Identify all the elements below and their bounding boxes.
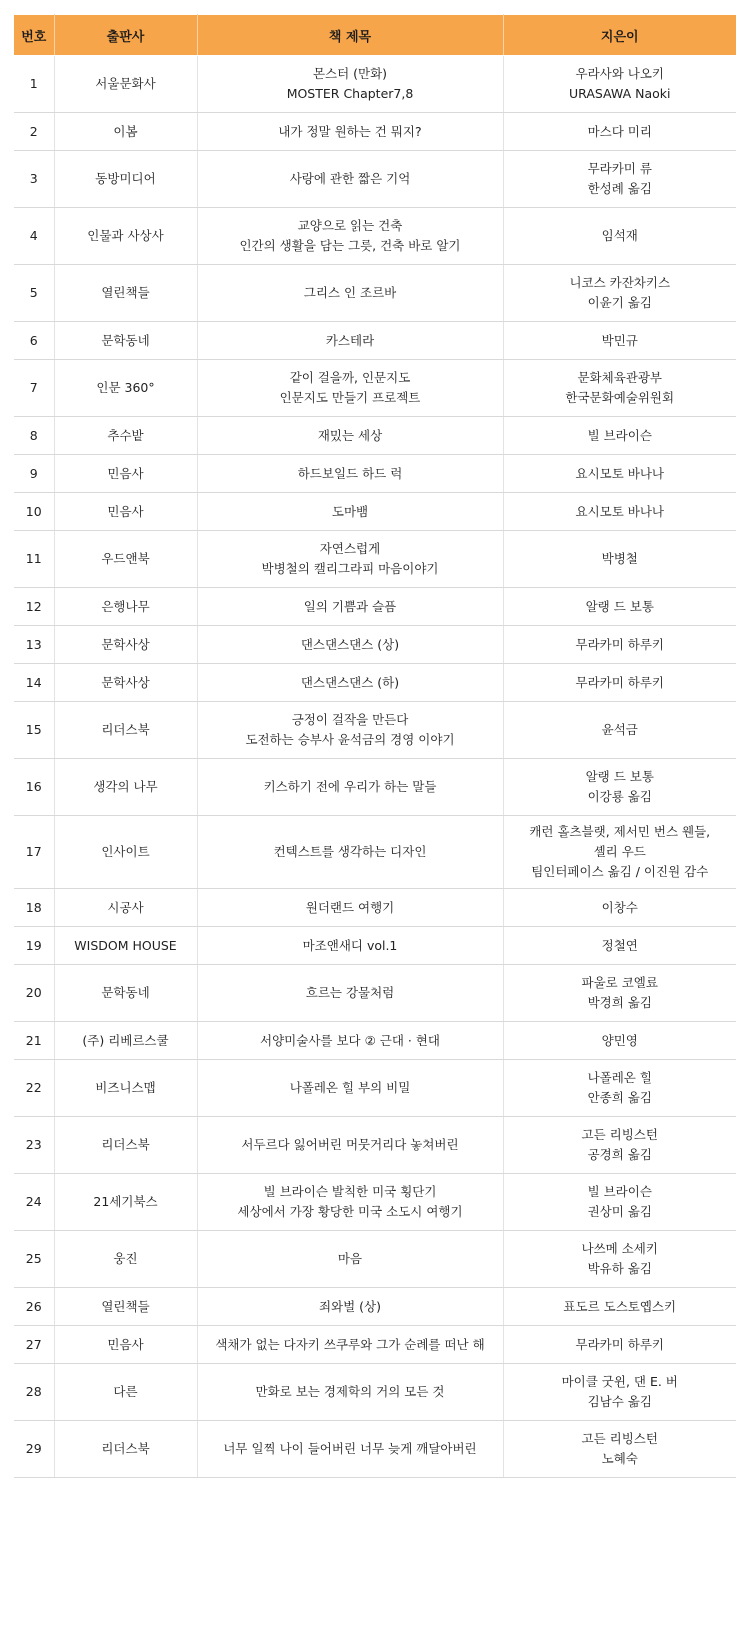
table-row — [14, 1022, 736, 1060]
cell-title — [197, 531, 503, 588]
author-line: 안종희 옮김 — [587, 1090, 652, 1105]
cell-no: 9 — [14, 455, 54, 493]
cell-publisher: 이봄 — [54, 113, 197, 151]
cell-no: 20 — [14, 965, 54, 1022]
cell-publisher: 추수밭 — [54, 417, 197, 455]
cell-title — [197, 759, 503, 816]
author-line: 무라카미 류 — [587, 161, 652, 176]
cell-no: 29 — [14, 1421, 54, 1478]
title-line: 긍정이 걸작을 만든다 — [291, 712, 409, 727]
cell-title — [197, 113, 503, 151]
cell-author — [503, 265, 736, 322]
cell-publisher: WISDOM HOUSE — [54, 927, 197, 965]
author-line: 한성례 옮김 — [587, 181, 652, 196]
cell-title — [197, 1060, 503, 1117]
cell-title — [197, 151, 503, 208]
author-line: 우라사와 나오키 — [575, 66, 664, 81]
cell-no: 16 — [14, 759, 54, 816]
author-line: 권상미 옮김 — [587, 1204, 652, 1219]
cell-author — [503, 360, 736, 417]
cell-title — [197, 417, 503, 455]
cell-author — [503, 1022, 736, 1060]
author-line: 빌 브라이슨 — [587, 1184, 652, 1199]
cell-no: 3 — [14, 151, 54, 208]
cell-author — [503, 208, 736, 265]
cell-author — [503, 626, 736, 664]
title-line: 너무 일찍 나이 들어버린 너무 늦게 깨달아버린 — [223, 1441, 477, 1456]
title-line: 인간의 생활을 담는 그릇, 건축 바로 알기 — [239, 238, 461, 253]
author-line: 요시모토 바나나 — [575, 503, 664, 519]
cell-no: 1 — [14, 56, 54, 113]
cell-publisher: 생각의 나무 — [54, 759, 197, 816]
cell-publisher: 인물과 사상사 — [54, 208, 197, 265]
author-line: 셸리 우드 — [593, 844, 646, 859]
header-no: 번호 — [14, 15, 54, 56]
cell-no: 10 — [14, 493, 54, 531]
table-row — [14, 1060, 736, 1117]
table-row — [14, 151, 736, 208]
author-line: 고든 리빙스턴 — [581, 1431, 658, 1446]
cell-publisher: 은행나무 — [54, 588, 197, 626]
header-author: 지은이 — [503, 15, 736, 56]
author-line: 박유하 옮김 — [587, 1261, 652, 1276]
author-line: 김남수 옮김 — [587, 1394, 652, 1409]
title-line: 마음 — [337, 1251, 363, 1266]
cell-title — [197, 493, 503, 531]
title-line: 사랑에 관한 짧은 기억 — [289, 171, 411, 186]
cell-no: 19 — [14, 927, 54, 965]
cell-title — [197, 927, 503, 965]
cell-title — [197, 1174, 503, 1231]
table-row — [14, 927, 736, 965]
book-table — [14, 14, 736, 1478]
cell-title — [197, 455, 503, 493]
cell-no: 18 — [14, 889, 54, 927]
author-line: URASAWA Naoki — [569, 86, 671, 101]
cell-title — [197, 56, 503, 113]
table-row — [14, 265, 736, 322]
title-line: 하드보일드 하드 럭 — [297, 465, 403, 481]
cell-publisher: 인문 360° — [54, 360, 197, 417]
cell-no: 14 — [14, 664, 54, 702]
cell-no: 22 — [14, 1060, 54, 1117]
author-line: 박민규 — [601, 332, 638, 348]
cell-title — [197, 816, 503, 889]
author-line: 캐런 홀츠블랫, 제서민 번스 웬들, — [529, 824, 711, 839]
title-line: 서두르다 잃어버린 머뭇거리다 놓쳐버린 — [241, 1137, 459, 1152]
title-line: 마조앤새디 vol.1 — [302, 937, 398, 953]
title-line: 댄스댄스댄스 (하) — [300, 674, 400, 690]
cell-no: 24 — [14, 1174, 54, 1231]
cell-no: 28 — [14, 1364, 54, 1421]
cell-no: 13 — [14, 626, 54, 664]
cell-publisher: 문학동네 — [54, 965, 197, 1022]
cell-title — [197, 1231, 503, 1288]
author-line: 파울로 코엘료 — [581, 975, 658, 990]
cell-author — [503, 113, 736, 151]
author-line: 빌 브라이슨 — [587, 427, 652, 443]
table-row — [14, 1288, 736, 1326]
cell-publisher: 동방미디어 — [54, 151, 197, 208]
title-line: 도전하는 승부사 윤석금의 경영 이야기 — [245, 732, 455, 747]
table-row — [14, 208, 736, 265]
cell-no: 12 — [14, 588, 54, 626]
author-line: 요시모토 바나나 — [575, 465, 664, 481]
title-line: 도마뱀 — [331, 503, 369, 519]
table-row — [14, 1117, 736, 1174]
table-row — [14, 322, 736, 360]
cell-publisher: 인사이트 — [54, 816, 197, 889]
cell-no: 26 — [14, 1288, 54, 1326]
table-row — [14, 626, 736, 664]
cell-publisher: 시공사 — [54, 889, 197, 927]
cell-no: 4 — [14, 208, 54, 265]
table-row — [14, 816, 736, 889]
cell-publisher: (주) 리베르스쿨 — [54, 1022, 197, 1060]
cell-author — [503, 417, 736, 455]
cell-author — [503, 759, 736, 816]
author-line: 이강룡 옮김 — [587, 789, 652, 804]
title-line: MOSTER Chapter7,8 — [286, 86, 414, 101]
table-row — [14, 1326, 736, 1364]
table-row — [14, 702, 736, 759]
cell-title — [197, 1364, 503, 1421]
cell-author — [503, 588, 736, 626]
cell-title — [197, 1326, 503, 1364]
title-line: 키스하기 전에 우리가 하는 말들 — [263, 779, 437, 794]
author-line: 표도르 도스토옙스키 — [563, 1298, 677, 1314]
cell-publisher: 리더스북 — [54, 1421, 197, 1478]
cell-author — [503, 702, 736, 759]
cell-no: 17 — [14, 816, 54, 889]
table-row — [14, 889, 736, 927]
title-line: 카스테라 — [325, 332, 375, 348]
cell-author — [503, 1231, 736, 1288]
table-row — [14, 965, 736, 1022]
cell-author — [503, 1421, 736, 1478]
author-line: 나폴레온 힐 — [587, 1070, 652, 1085]
cell-publisher: 민음사 — [54, 1326, 197, 1364]
cell-title — [197, 1117, 503, 1174]
cell-author — [503, 56, 736, 113]
cell-publisher: 우드앤북 — [54, 531, 197, 588]
cell-author — [503, 455, 736, 493]
cell-author — [503, 1174, 736, 1231]
table-row — [14, 664, 736, 702]
cell-publisher: 비즈니스맵 — [54, 1060, 197, 1117]
cell-author — [503, 493, 736, 531]
title-line: 몬스터 (만화) — [312, 66, 388, 81]
author-line: 나쓰메 소세키 — [581, 1241, 658, 1256]
cell-publisher: 문학사상 — [54, 664, 197, 702]
cell-publisher: 열린책들 — [54, 265, 197, 322]
title-line: 인문지도 만들기 프로젝트 — [279, 390, 421, 405]
title-line: 죄와벌 (상) — [318, 1298, 382, 1314]
cell-no: 2 — [14, 113, 54, 151]
table-row — [14, 759, 736, 816]
title-line: 일의 기쁨과 슬픔 — [303, 598, 397, 614]
title-line: 만화로 보는 경제학의 거의 모든 것 — [255, 1384, 445, 1399]
author-line: 무라카미 하루키 — [575, 1336, 664, 1352]
table-row — [14, 1174, 736, 1231]
cell-title — [197, 1288, 503, 1326]
cell-publisher: 다른 — [54, 1364, 197, 1421]
cell-publisher: 리더스북 — [54, 1117, 197, 1174]
author-line: 공경희 옮김 — [587, 1147, 652, 1162]
title-line: 그리스 인 조르바 — [303, 285, 397, 300]
cell-publisher: 열린책들 — [54, 1288, 197, 1326]
table-row — [14, 113, 736, 151]
cell-author — [503, 531, 736, 588]
header-row — [14, 15, 736, 56]
cell-publisher: 리더스북 — [54, 702, 197, 759]
cell-title — [197, 664, 503, 702]
header-publisher: 출판사 — [54, 15, 197, 56]
cell-title — [197, 889, 503, 927]
cell-title — [197, 265, 503, 322]
author-line: 정철연 — [601, 937, 638, 953]
title-line: 자연스럽게 — [319, 541, 381, 556]
author-line: 고든 리빙스턴 — [581, 1127, 658, 1142]
cell-author — [503, 664, 736, 702]
author-line: 임석재 — [601, 228, 638, 243]
title-line: 댄스댄스댄스 (상) — [300, 636, 400, 652]
cell-title — [197, 626, 503, 664]
cell-no: 5 — [14, 265, 54, 322]
author-line: 윤석금 — [601, 722, 638, 737]
cell-publisher: 민음사 — [54, 493, 197, 531]
author-line: 무라카미 하루키 — [575, 636, 664, 652]
title-line: 재밌는 세상 — [317, 427, 383, 443]
author-line: 이윤기 옮김 — [587, 295, 652, 310]
table-row — [14, 1421, 736, 1478]
cell-publisher: 웅진 — [54, 1231, 197, 1288]
title-line: 색채가 없는 다자키 쓰쿠루와 그가 순례를 떠난 해 — [215, 1336, 485, 1352]
table-body — [14, 56, 736, 1478]
cell-publisher: 문학동네 — [54, 322, 197, 360]
cell-no: 7 — [14, 360, 54, 417]
cell-no: 15 — [14, 702, 54, 759]
cell-author — [503, 1117, 736, 1174]
cell-author — [503, 1326, 736, 1364]
header-title: 책 제목 — [197, 15, 503, 56]
author-line: 박병철 — [601, 551, 638, 566]
title-line: 원더랜드 여행기 — [305, 899, 395, 915]
author-line: 박경희 옮김 — [587, 995, 652, 1010]
author-line: 노혜숙 — [601, 1451, 638, 1466]
cell-author — [503, 151, 736, 208]
cell-title — [197, 360, 503, 417]
table-row — [14, 1364, 736, 1421]
cell-title — [197, 1421, 503, 1478]
author-line: 마스다 미리 — [587, 123, 652, 139]
author-line: 알랭 드 보통 — [585, 769, 654, 784]
table-row — [14, 531, 736, 588]
author-line: 마이클 굿윈, 댄 E. 버 — [561, 1374, 678, 1389]
table-row — [14, 588, 736, 626]
table-row — [14, 360, 736, 417]
cell-no: 25 — [14, 1231, 54, 1288]
cell-author — [503, 889, 736, 927]
table-row — [14, 417, 736, 455]
cell-author — [503, 1288, 736, 1326]
title-line: 같이 걸을까, 인문지도 — [289, 370, 411, 385]
author-line: 이창수 — [601, 899, 638, 915]
author-line: 니코스 카잔차키스 — [569, 275, 671, 290]
author-line: 무라카미 하루키 — [575, 674, 664, 690]
cell-no: 8 — [14, 417, 54, 455]
title-line: 빌 브라이슨 발칙한 미국 횡단기 — [263, 1184, 437, 1199]
title-line: 나폴레온 힐 부의 비밀 — [289, 1080, 411, 1095]
cell-title — [197, 1022, 503, 1060]
title-line: 교양으로 읽는 건축 — [297, 218, 403, 233]
cell-author — [503, 1364, 736, 1421]
table-row — [14, 455, 736, 493]
title-line: 내가 정말 원하는 건 뭐지? — [278, 123, 422, 139]
cell-title — [197, 702, 503, 759]
author-line: 알랭 드 보통 — [585, 598, 654, 614]
cell-title — [197, 588, 503, 626]
cell-no: 27 — [14, 1326, 54, 1364]
author-line: 한국문화예술위원회 — [565, 390, 675, 405]
cell-author — [503, 1060, 736, 1117]
cell-publisher: 민음사 — [54, 455, 197, 493]
cell-no: 23 — [14, 1117, 54, 1174]
cell-no: 6 — [14, 322, 54, 360]
cell-author — [503, 927, 736, 965]
title-line: 서양미술사를 보다 ② 근대 · 현대 — [260, 1032, 440, 1048]
table-row — [14, 56, 736, 113]
author-line: 팀인터페이스 옮김 / 이진원 감수 — [531, 864, 709, 879]
cell-title — [197, 208, 503, 265]
title-line: 흐르는 강물처럼 — [305, 985, 395, 1000]
cell-author — [503, 322, 736, 360]
author-line: 문화체육관광부 — [577, 370, 663, 385]
title-line: 박병철의 캘리그라피 마음이야기 — [261, 561, 439, 576]
table-row — [14, 493, 736, 531]
cell-author — [503, 965, 736, 1022]
cell-publisher: 서울문화사 — [54, 56, 197, 113]
cell-title — [197, 322, 503, 360]
cell-publisher: 문학사상 — [54, 626, 197, 664]
cell-publisher: 21세기북스 — [54, 1174, 197, 1231]
table-header — [14, 15, 736, 56]
author-line: 양민영 — [601, 1032, 638, 1048]
table-row — [14, 1231, 736, 1288]
title-line: 컨텍스트를 생각하는 디자인 — [273, 844, 427, 859]
cell-author — [503, 816, 736, 889]
cell-title — [197, 965, 503, 1022]
cell-no: 21 — [14, 1022, 54, 1060]
cell-no: 11 — [14, 531, 54, 588]
title-line: 세상에서 가장 황당한 미국 소도시 여행기 — [237, 1204, 463, 1219]
